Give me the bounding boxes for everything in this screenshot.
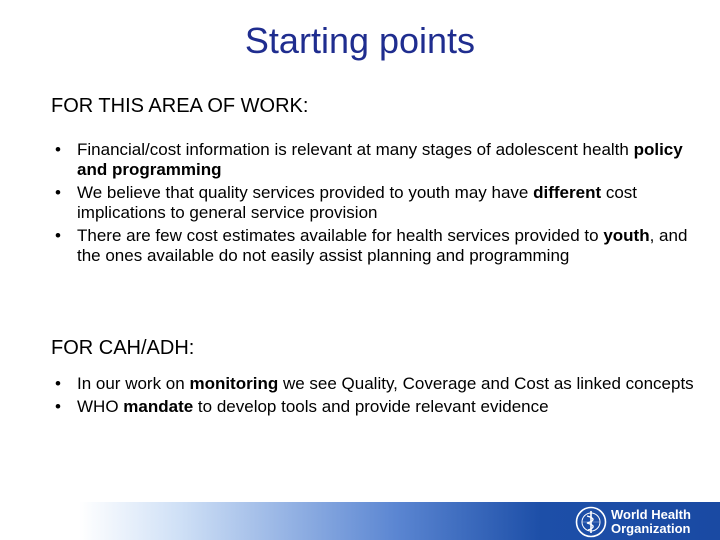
bullet-emphasis: monitoring xyxy=(189,374,279,393)
list-item xyxy=(51,374,701,394)
bullet-icon: • xyxy=(55,140,61,159)
bullet-text: to develop tools and provide relevant evidence xyxy=(193,397,549,416)
who-emblem-icon xyxy=(575,506,607,538)
list-item xyxy=(51,140,701,180)
bullet-text: cost implications to general service provision xyxy=(77,183,638,222)
slide-title: Starting points xyxy=(244,20,476,61)
bullet-icon: • xyxy=(55,183,61,202)
bullet-text: , and the ones available do not easily assist planning and programming xyxy=(77,226,688,265)
who-wordmark-line2: Organization xyxy=(611,520,691,536)
bullet-emphasis: mandate xyxy=(123,397,194,416)
section-heading-area-of-work: FOR THIS AREA OF WORK: xyxy=(51,95,309,117)
who-logo xyxy=(575,505,715,538)
area-of-work-bullet-list xyxy=(51,140,701,269)
bullet-text: There are few cost estimates available for health services provided to xyxy=(77,226,604,245)
bullet-emphasis: different xyxy=(533,183,602,202)
bullet-icon: • xyxy=(55,226,61,245)
bullet-text: We believe that quality services provided to youth may have xyxy=(77,183,534,202)
bullet-text: Financial/cost information is relevant at many stages of adolescent health xyxy=(77,140,634,159)
bullet-emphasis: youth xyxy=(603,226,650,245)
list-item xyxy=(51,226,701,266)
bullet-text: WHO xyxy=(77,397,124,416)
who-wordmark-line1: World Health xyxy=(611,506,691,522)
who-wordmark xyxy=(611,508,691,536)
section-heading-cah-adh: FOR CAH/ADH: xyxy=(51,337,195,359)
bullet-icon: • xyxy=(55,374,61,393)
bullet-text: we see Quality, Coverage and Cost as linked concepts xyxy=(278,374,694,393)
bullet-emphasis: policy and programming xyxy=(77,140,683,179)
list-item xyxy=(51,397,701,417)
list-item xyxy=(51,183,701,223)
bullet-icon: • xyxy=(55,397,61,416)
cah-adh-bullet-list xyxy=(51,374,701,420)
bullet-text: In our work on xyxy=(77,374,190,393)
